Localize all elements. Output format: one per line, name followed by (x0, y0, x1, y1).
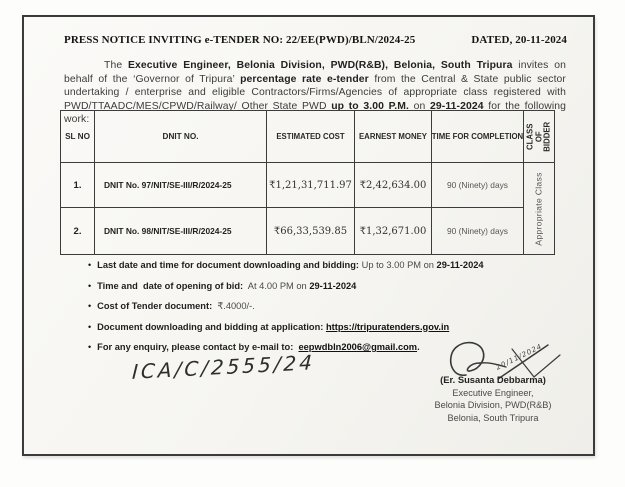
estimated-cost-2: ₹66,33,539.85 (267, 208, 355, 254)
earnest-money-1: ₹2,42,634.00 (355, 163, 432, 208)
deadline-time: up to 3.00 P.M. (331, 100, 410, 112)
intro-text: on (409, 100, 431, 112)
col-header-time-for-completion: TIME FOR COMPLETION (432, 111, 524, 163)
notice-title: PRESS NOTICE INVITING e-TENDER NO: 22/EE(PWD)/BLN/2024-25 (64, 34, 416, 46)
intro-text: invites on behalf of the ‘Governor of Tripura’ (64, 60, 566, 85)
estimated-cost-1: ₹1,21,31,711.97 (267, 163, 355, 208)
bullet-text: At 4.00 PM on (243, 280, 310, 291)
bullet-label: Time and date of opening of bid: (97, 280, 244, 291)
intro-text: for the following work: (64, 100, 567, 126)
signatory-division: Belonia Division, PWD(R&B) (434, 400, 552, 410)
bullet-date: 29-11-2024 (436, 260, 484, 270)
col-header-dnit-no: DNIT NO. (95, 111, 267, 163)
completion-time-1: 90 (Ninety) days (432, 163, 524, 208)
issuing-authority: Executive Engineer, Belonia Division, PWD(R&B), Belonia, South Tripura (128, 60, 513, 71)
list-item (88, 322, 568, 333)
bullet-icon: • (88, 342, 92, 352)
bullet-date: 29-11-2024 (309, 280, 357, 291)
signatory-name: (Er. Susanta Debbarma) (440, 374, 546, 385)
table-row: 2. (61, 208, 95, 254)
col-header-earnest-money: EARNEST MONEY (355, 111, 432, 163)
dnit-number-1: DNIT No. 97/NIT/SE-III/R/2024-25 (95, 163, 267, 208)
earnest-money-2: ₹1,32,671.00 (355, 208, 432, 254)
bullet-label: Document downloading and bidding at application: (97, 321, 326, 332)
table-row: 1. (61, 163, 95, 208)
list-item (88, 301, 568, 312)
class-of-bidder-cell: Appropriate Class (534, 171, 544, 246)
bullet-text: ₹.4000/-. (212, 301, 255, 311)
bullet-label: For any enquiry, please contact by e-mail to: (97, 342, 299, 352)
dnit-number-2: DNIT No. 98/NIT/SE-III/R/2024-25 (95, 208, 267, 254)
col-header-sl-no: SL NO (61, 111, 95, 163)
signatory-location: Belonia, South Tripura (447, 412, 539, 423)
enquiry-email-link[interactable]: eepwdbln2006@gmail.com (298, 342, 418, 352)
notice-date: DATED, 20-11-2024 (471, 34, 567, 46)
signatory-designation: Executive Engineer, (452, 387, 534, 398)
bullet-icon: • (88, 280, 92, 291)
signatory-block (409, 374, 577, 424)
handwritten-reference-number: ICA/C/2555/24 (131, 350, 316, 384)
bullet-text: Up to 3.00 PM on (359, 260, 437, 270)
bullet-icon: • (88, 301, 92, 311)
list-item (88, 281, 568, 292)
col-header-class-of-bidder: CLASS OF BIDDER (524, 111, 554, 163)
bullet-label: Cost of Tender document: (97, 301, 213, 311)
intro-text: from the Central & State public sector undertaking / enterprise and eligible Contractors/Firms/Agencies of appropriate class registered with PWD/TTAADC/MES/CPWD/Railway/ Other State PWD (64, 73, 566, 112)
intro-text: The (104, 60, 128, 71)
document-header (64, 34, 567, 46)
bullet-label: Last date and time for document downloading and bidding: (97, 260, 360, 270)
col-header-estimated-cost: ESTIMATED COST (267, 111, 355, 163)
tender-table (60, 110, 555, 255)
deadline-date: 29-11-2024 (430, 100, 484, 112)
bullet-text: . (417, 342, 420, 352)
list-item (88, 260, 568, 271)
tender-type: percentage rate e-tender (240, 73, 369, 85)
handwritten-signature-date: 20/11/2024 (494, 342, 544, 372)
tender-notice-document (22, 15, 595, 456)
completion-time-2: 90 (Ninety) days (432, 208, 524, 254)
bullet-icon: • (88, 260, 92, 270)
tender-portal-link[interactable]: https://tripuratenders.gov.in (325, 321, 450, 332)
bullet-icon: • (88, 321, 92, 332)
